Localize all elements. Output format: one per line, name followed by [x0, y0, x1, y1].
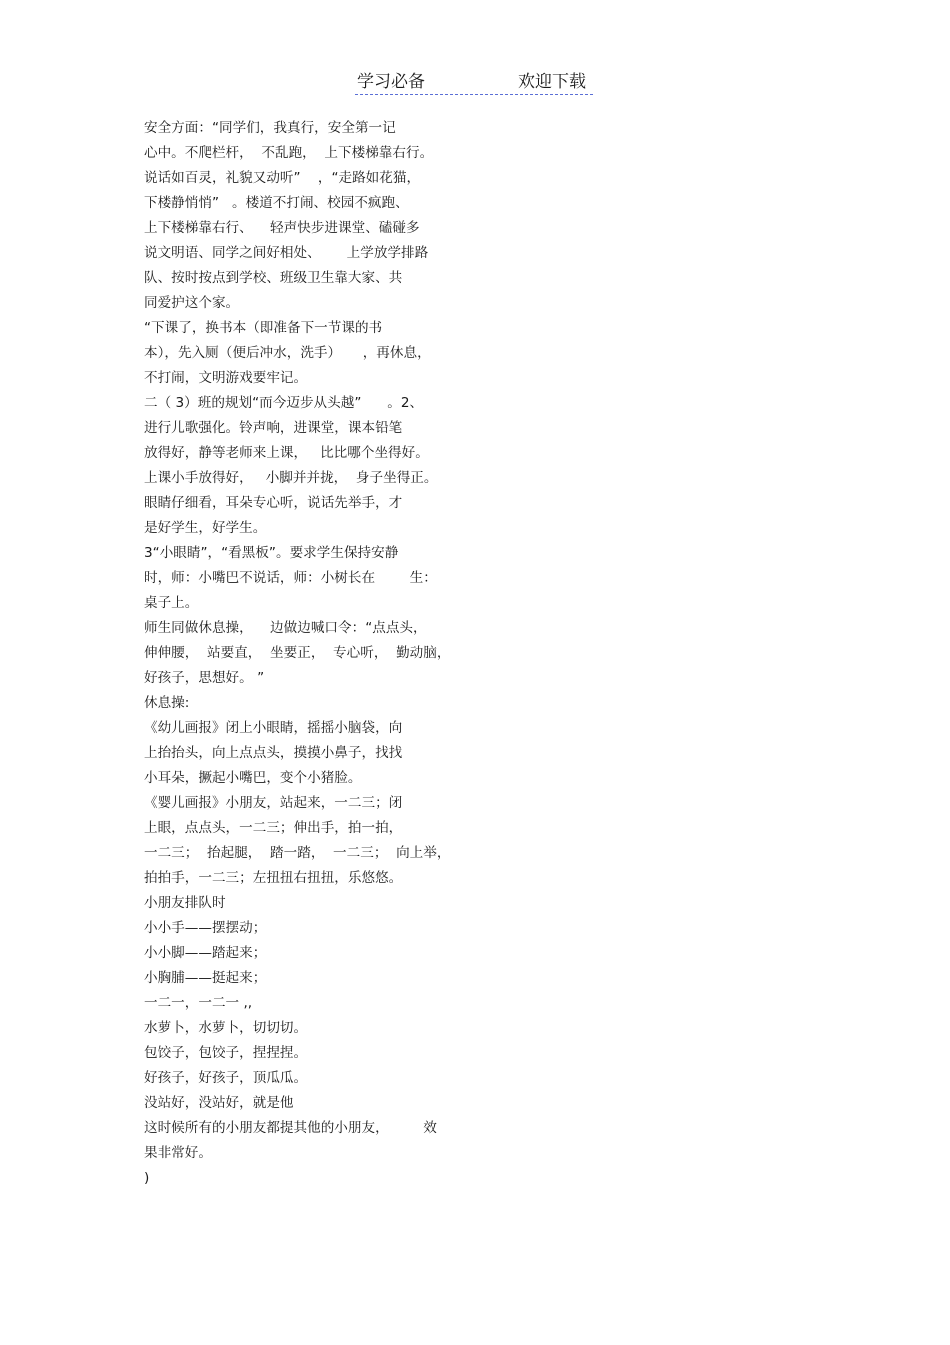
text-line: 拍拍手，一二三；左扭扭右扭扭，乐悠悠。	[144, 870, 403, 886]
text-line: 师生同做休息操， 边做边喊口令：“点点头，	[144, 620, 427, 636]
text-line: 上课小手放得好， 小脚并并拢， 身子坐得正。	[144, 470, 438, 486]
text-line: 本），先入厕（便后冲水，洗手） ，再休息，	[144, 345, 431, 361]
text-line: 《婴儿画报》小朋友，站起来，一二三；闭	[144, 795, 403, 811]
document-body	[144, 116, 474, 1191]
text-line: “下课了，换书本（即准备下一节课的书	[144, 320, 383, 336]
text-line: 心中。不爬栏杆， 不乱跑， 上下楼梯靠右行。	[144, 145, 434, 161]
text-line: 说话如百灵，礼貌又动听” ，“走路如花猫，	[144, 170, 421, 186]
text-line: 水萝卜，水萝卜，切切切。	[144, 1020, 308, 1036]
text-line: 同爱护这个家。	[144, 295, 240, 311]
text-line: 小朋友排队时	[144, 895, 226, 911]
text-line: 小胸脯——挺起来；	[144, 970, 267, 986]
text-line: 是好学生，好学生。	[144, 520, 267, 536]
text-line: 果非常好。	[144, 1145, 212, 1161]
text-line: 进行儿歌强化。铃声响，进课堂，课本铅笔	[144, 420, 403, 436]
text-line: 好孩子，好孩子，顶瓜瓜。	[144, 1070, 308, 1086]
text-line: 放得好，静等老师来上课， 比比哪个坐得好。	[144, 445, 429, 461]
text-line: )	[144, 1170, 150, 1186]
text-line: 上眼，点点头，一二三；伸出手，拍一拍，	[144, 820, 403, 836]
text-line: 小小手——摆摆动；	[144, 920, 267, 936]
header-right-text: 欢迎下载	[518, 72, 586, 92]
text-line: 3“小眼睛”，“看黑板”。要求学生保持安静	[144, 545, 399, 561]
text-line: 安全方面：“同学们，我真行，安全第一记	[144, 120, 396, 136]
text-line: 时，师：小嘴巴不说话，师：小树长在 生：	[144, 570, 437, 586]
text-line: 二（ 3）班的规划“而今迈步从头越” 。2、	[144, 395, 424, 411]
text-line: 上抬抬头，向上点点头，摸摸小鼻子，找找	[144, 745, 403, 761]
text-line: 休息操:	[144, 695, 190, 711]
text-line: 说文明语、同学之间好相处、 上学放学排路	[144, 245, 429, 261]
text-line: 下楼静悄悄” 。楼道不打闹、校园不疯跑、	[144, 195, 409, 211]
text-line: 《幼儿画报》闭上小眼睛，摇摇小脑袋，向	[144, 720, 403, 736]
text-line: 一二三； 抬起腿， 踏一踏， 一二三； 向上举，	[144, 845, 451, 861]
text-line: 桌子上。	[144, 595, 199, 611]
text-line: 伸伸腰， 站要直， 坐要正， 专心听， 勤动脑，	[144, 645, 451, 661]
text-line: 一二一，一二一 ,,	[144, 995, 253, 1011]
text-line: 好孩子，思想好。 ”	[144, 670, 265, 686]
text-line: 不打闹，文明游戏要牢记。	[144, 370, 308, 386]
text-line: 眼睛仔细看，耳朵专心听，说话先举手，才	[144, 495, 403, 511]
page-header	[355, 70, 593, 95]
text-line: 小耳朵，撅起小嘴巴，变个小猪脸。	[144, 770, 362, 786]
text-line: 包饺子，包饺子，捏捏捏。	[144, 1045, 308, 1061]
text-line: 上下楼梯靠右行、 轻声快步进课堂、磕碰多	[144, 220, 420, 236]
text-line: 这时候所有的小朋友都提其他的小朋友， 效	[144, 1120, 437, 1136]
text-line: 队、按时按点到学校、班级卫生靠大家、共	[144, 270, 403, 286]
text-line: 没站好，没站好，就是他	[144, 1095, 294, 1111]
text-line: 小小脚——踏起来；	[144, 945, 267, 961]
header-left-text: 学习必备	[357, 72, 425, 92]
